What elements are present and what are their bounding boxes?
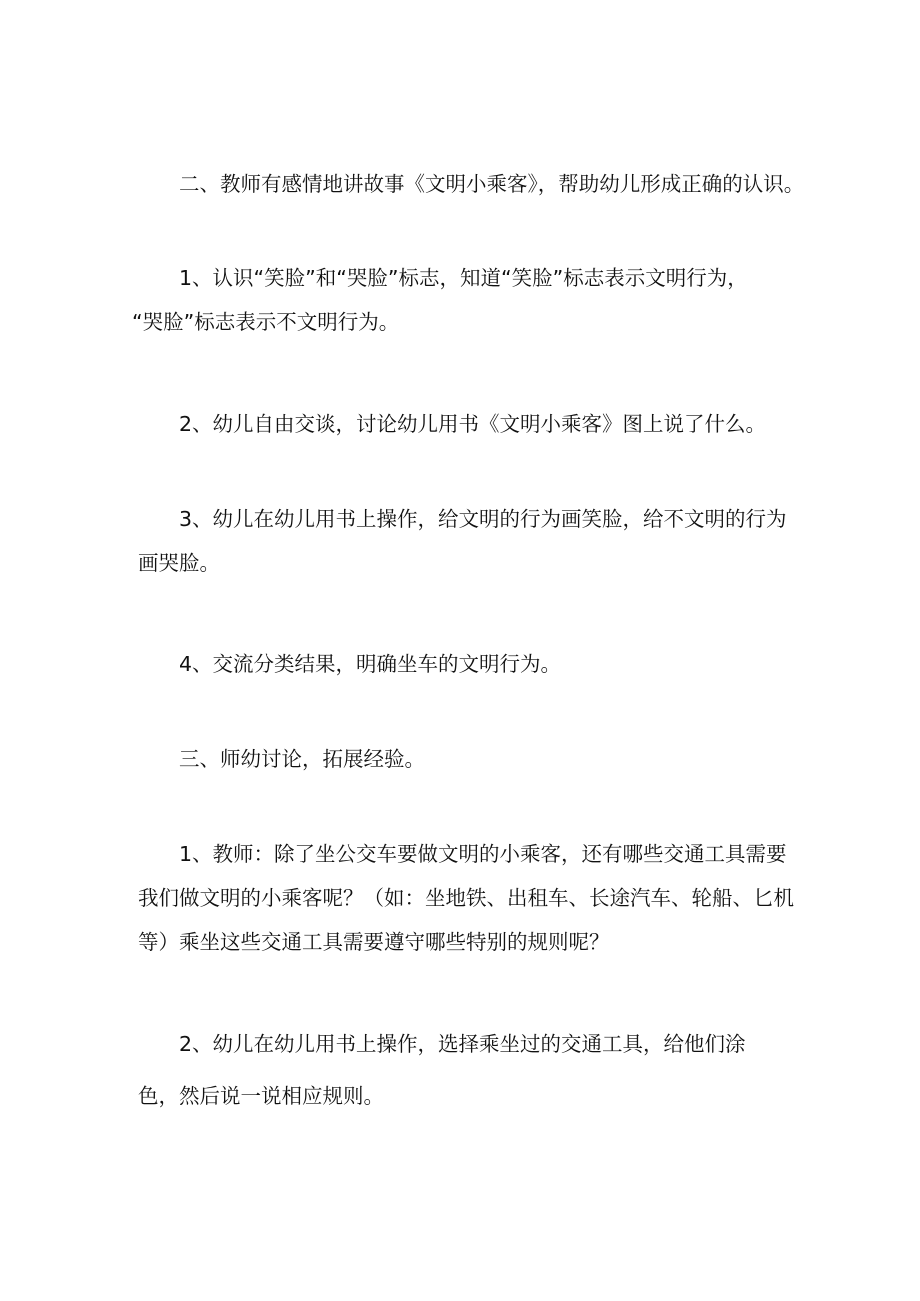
text-line: 色，然后说一说相应规则。 xyxy=(138,1084,384,1108)
paragraph-section-two-heading xyxy=(138,162,805,206)
text-line: 2、幼儿在幼儿用书上操作，选择乘坐过的交通工具，给他们涂 xyxy=(179,1032,746,1056)
paragraph-item-1 xyxy=(132,256,788,344)
paragraph-section-three-item-1 xyxy=(138,832,794,964)
text-line: “哭脸”标志表示不文明行为。 xyxy=(132,310,400,334)
text-line: 2、幼儿自由交谈，讨论幼儿用书《文明小乘客》图上说了什么。 xyxy=(179,412,767,436)
text-line: 3、幼儿在幼儿用书上操作，给文明的行为画笑脸，给不文明的行为 xyxy=(179,507,787,531)
text-line: 4、交流分类结果，明确坐车的文明行为。 xyxy=(179,652,562,676)
text-line: 我们做文明的小乘客呢？（如：坐地铁、出租车、长途汽车、轮船、匕机 xyxy=(138,886,794,910)
paragraph-section-three-item-2 xyxy=(138,1022,788,1118)
text-line: 等）乘坐这些交通工具需要遵守哪些特别的规则呢？ xyxy=(138,930,610,954)
text-line: 画哭脸。 xyxy=(138,551,220,575)
paragraph-item-4 xyxy=(138,642,788,686)
text-line: 1、教师：除了坐公交车要做文明的小乘客，还有哪些交通工具需要 xyxy=(179,842,787,866)
text-line: 二、教师有感情地讲故事《文明小乘客》，帮助幼儿形成正确的认识。 xyxy=(179,172,805,196)
paragraph-section-three-heading xyxy=(138,737,788,781)
paragraph-item-2 xyxy=(138,402,788,446)
text-line: 1、认识“笑脸”和“哭脸”标志，知道“笑脸”标志表示文明行为， xyxy=(179,266,748,290)
text-line: 三、师幼讨论，拓展经验。 xyxy=(179,747,425,771)
paragraph-item-3 xyxy=(138,497,788,585)
